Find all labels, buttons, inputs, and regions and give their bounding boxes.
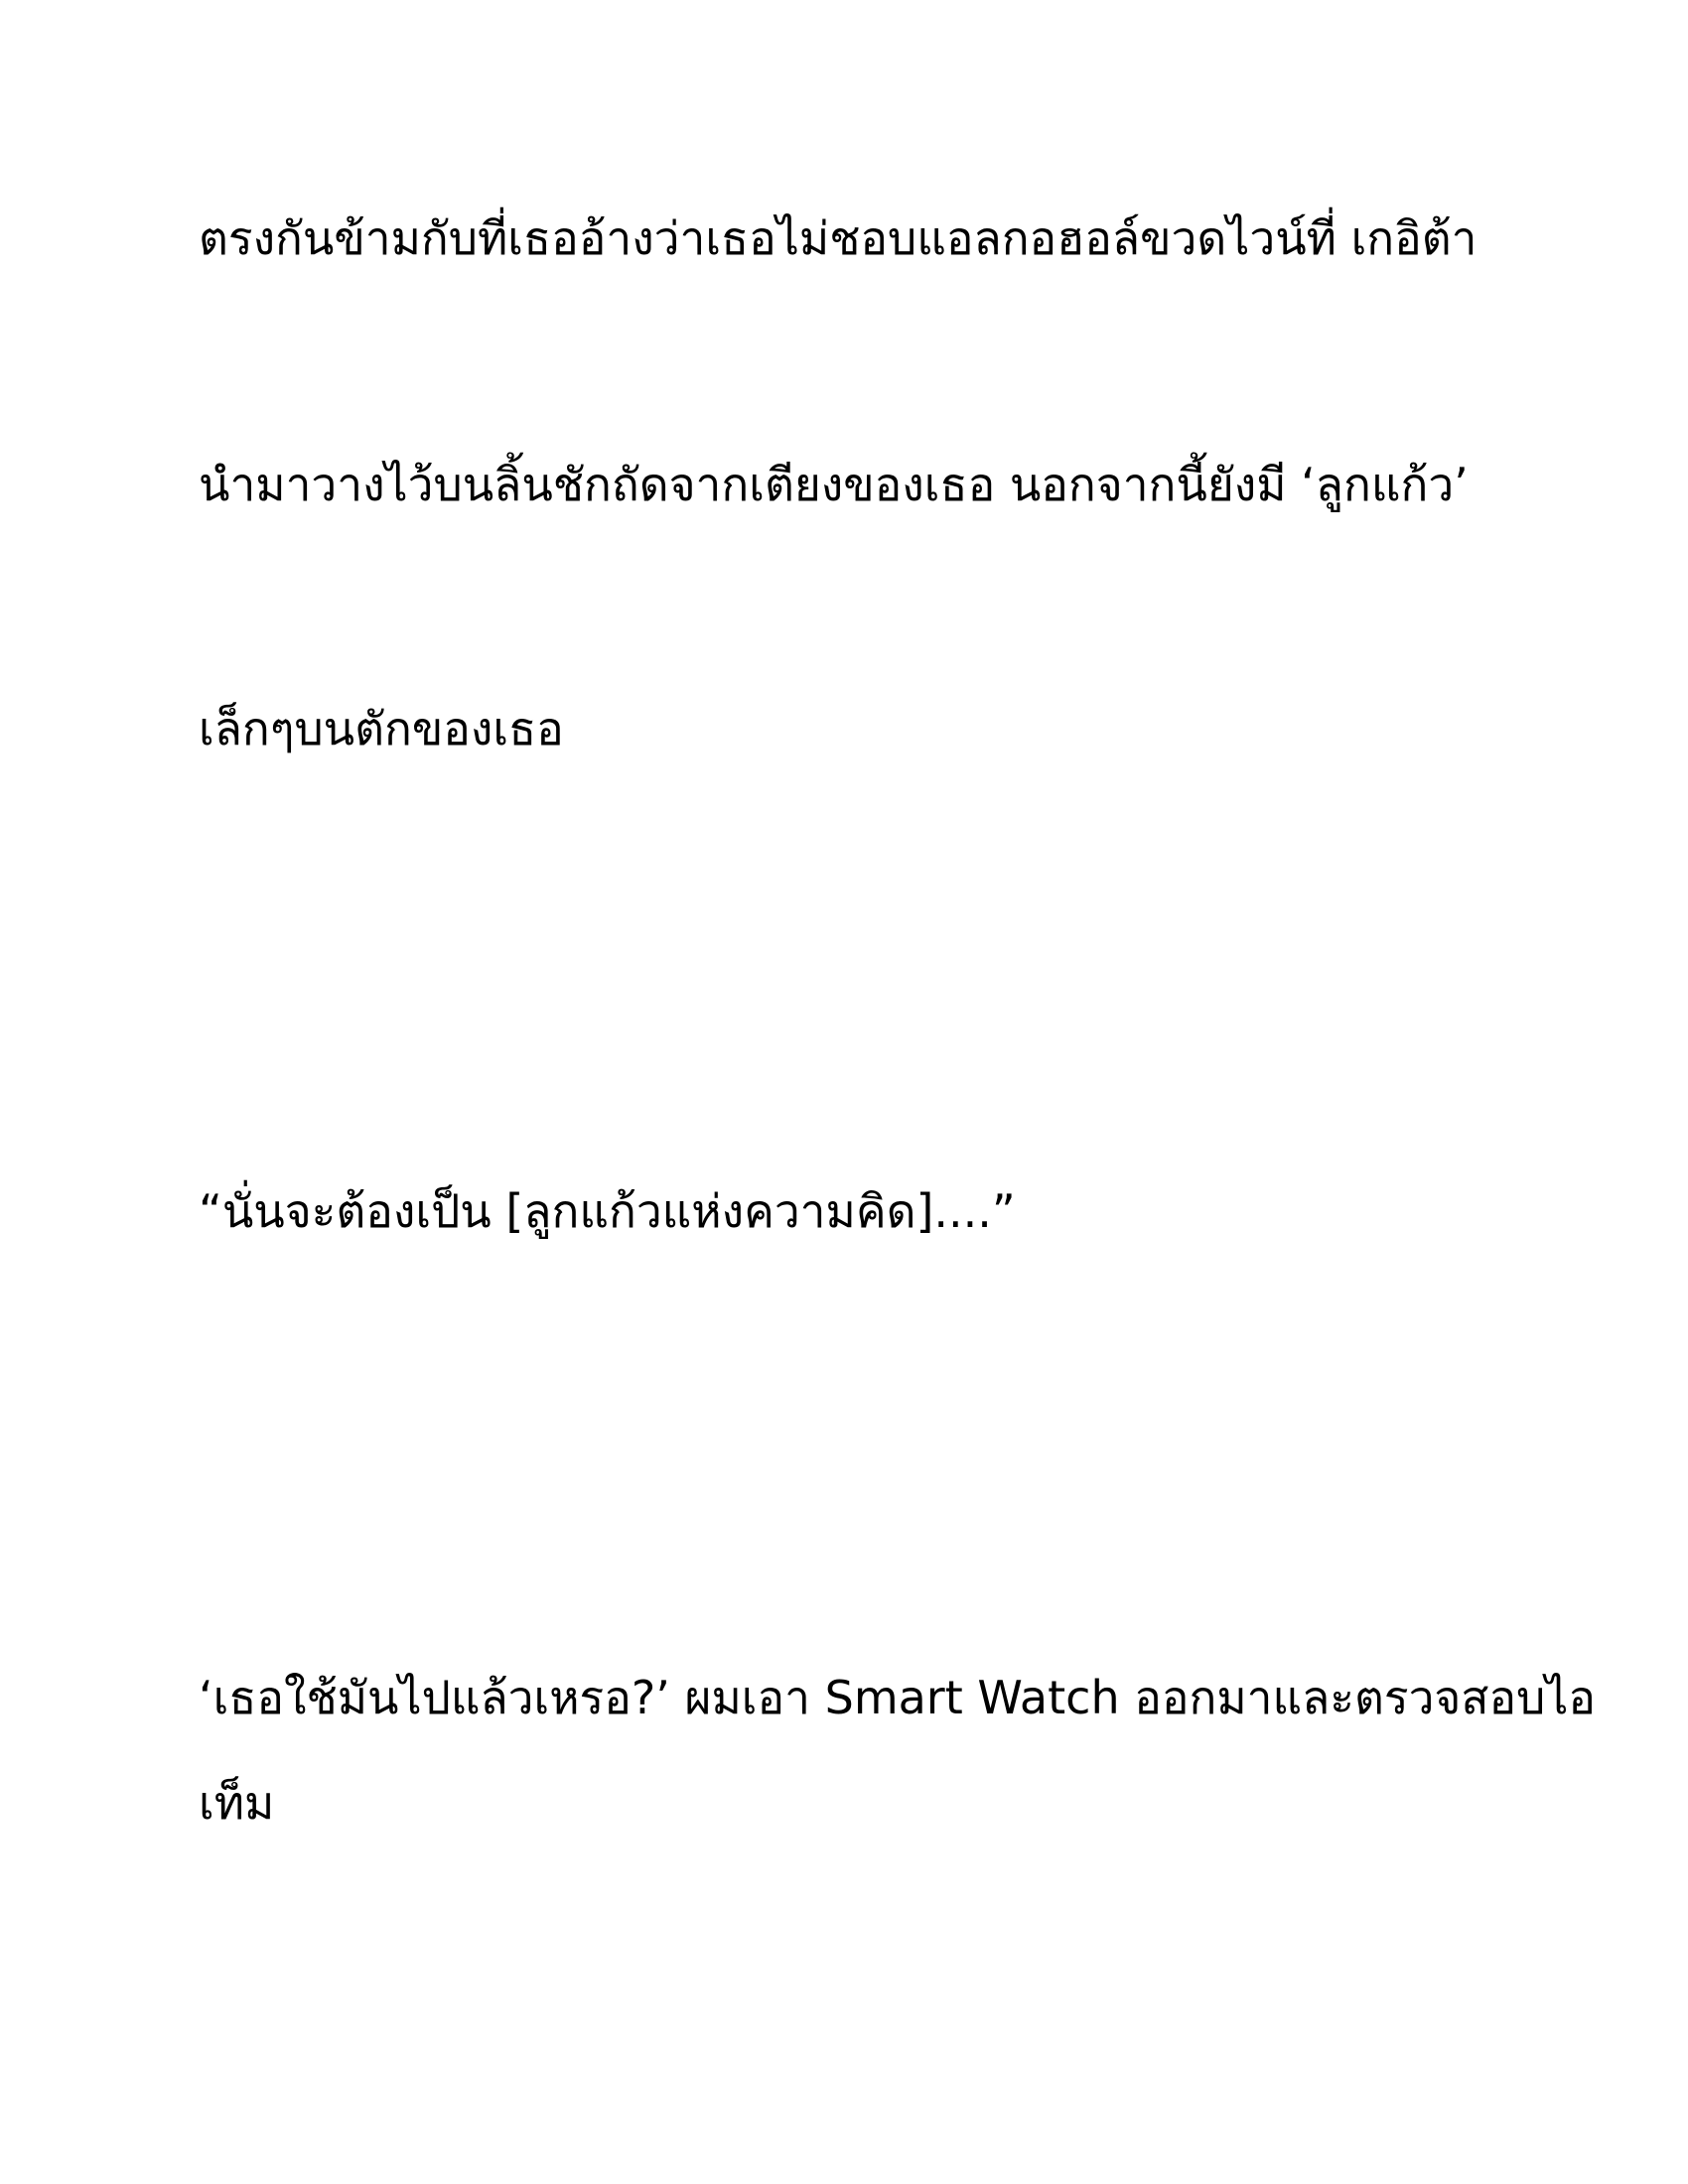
dialogue-line: “นั่นจะต้องเป็น [ลูกแก้วแห่งความคิด]....” — [199, 1184, 1016, 1238]
paragraph-line-6: เท็ม — [199, 1776, 275, 1830]
paragraph-line-2: นำมาวางไว้บนลิ้นชักถัดจากเตียงของเธอ นอกจากนี้ยังมี ‘ลูกแก้ว’ — [199, 458, 1469, 511]
paragraph-line-3: เล็กๆบนตักของเธอ — [199, 702, 564, 755]
paragraph-line-5: ‘เธอใช้มันไปแล้วเหรอ?’ ผมเอา Smart Watch ออกมาและตรวจสอบไอ — [199, 1671, 1597, 1724]
paragraph-line-1: ตรงกันข้ามกับที่เธออ้างว่าเธอไม่ชอบแอลกอฮอล์ขวดไวน์ที่ เกอิต้า — [199, 211, 1477, 265]
